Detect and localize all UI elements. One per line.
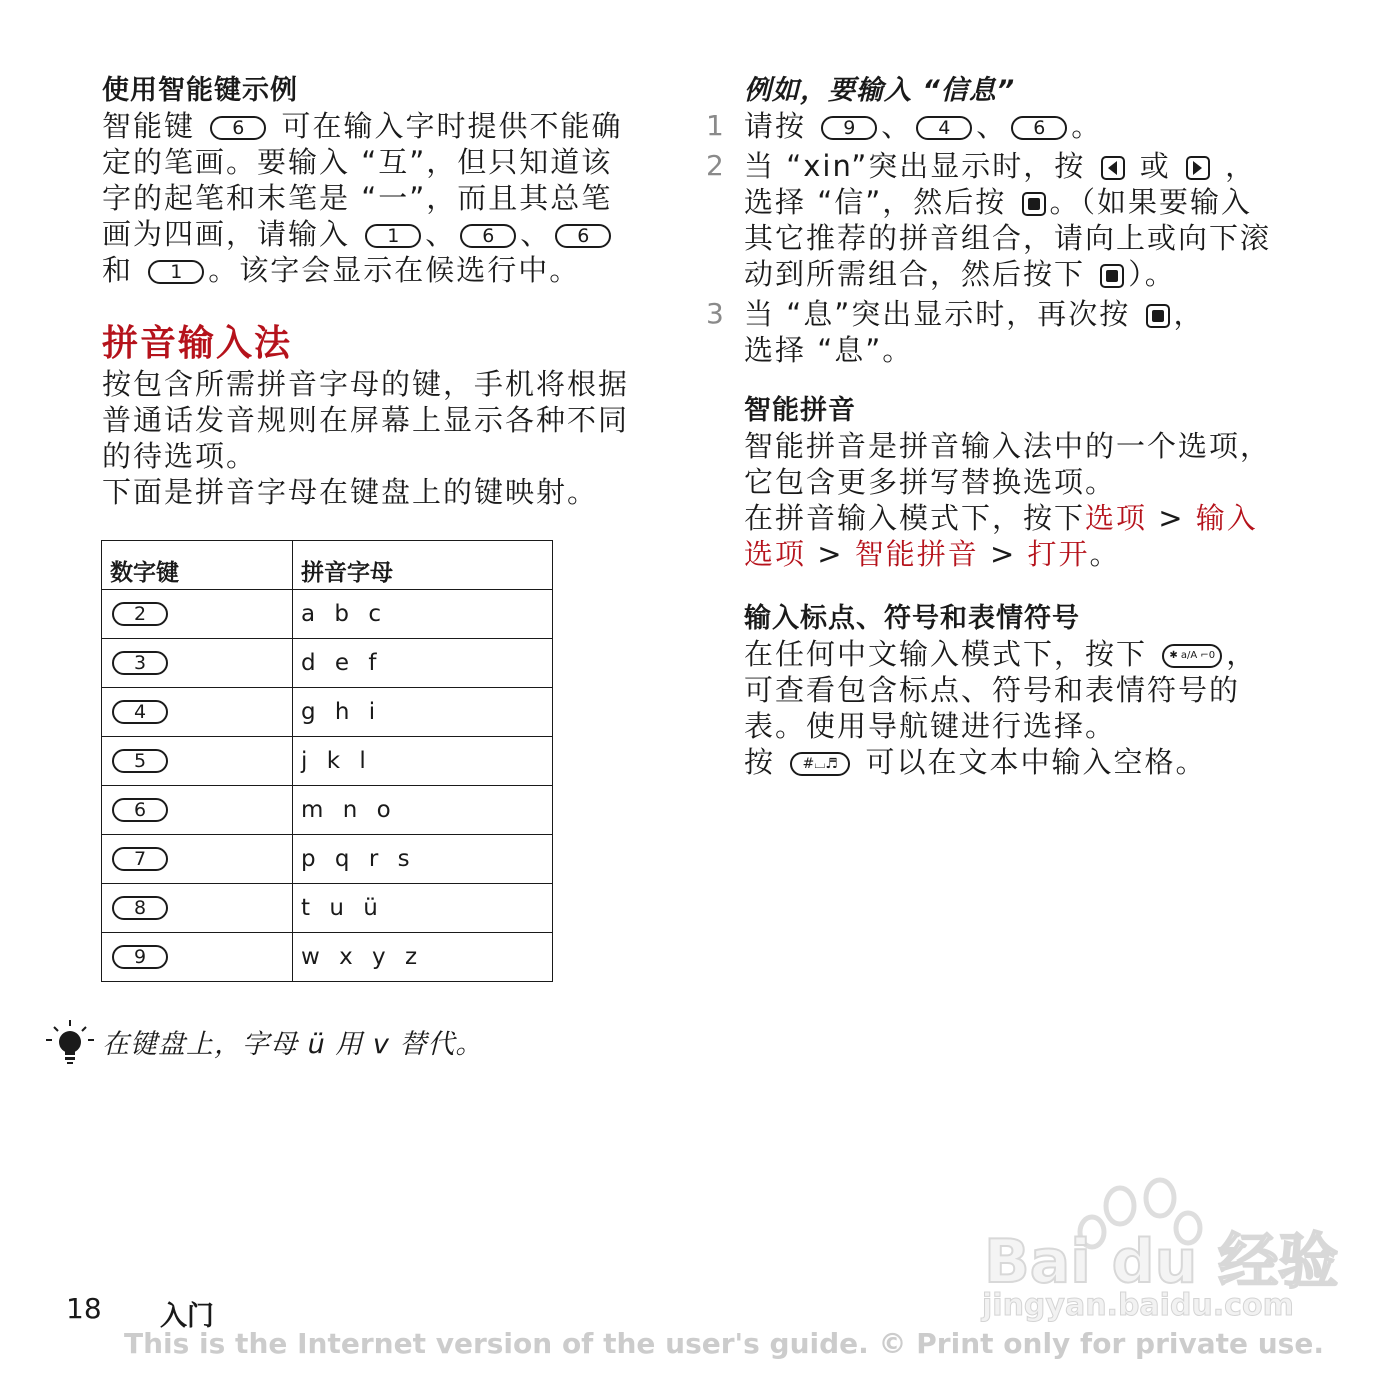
- key-8-icon: 8: [112, 896, 168, 920]
- text: ）。: [1128, 257, 1176, 291]
- text: 智能键: [102, 109, 196, 143]
- star-key-icon: ✱ a/A ⌐0: [1162, 644, 1222, 668]
- text: 。该字会显示在候选行中。: [208, 253, 581, 287]
- example-heading: 例如，要输入 “信息”: [744, 75, 1016, 106]
- para-line: [744, 184, 1326, 220]
- nav-center-key-icon: [1146, 304, 1170, 328]
- text: 或: [1139, 149, 1171, 183]
- key-1-icon: 1: [148, 260, 204, 284]
- table-row: [102, 639, 553, 688]
- disclaimer: This is the Internet version of the user's guide. © Print only for private use.: [124, 1327, 1324, 1360]
- pinyin-letters-cell: j k l: [293, 737, 553, 786]
- right-sections: [706, 394, 1326, 780]
- smart-pinyin-heading: 智能拼音: [744, 395, 856, 426]
- para-line: [102, 216, 662, 252]
- watermark-url: jingyan.baidu.com: [982, 1288, 1294, 1323]
- para-line: 按包含所需拼音字母的键，手机将根据: [102, 367, 630, 401]
- number-key-cell: [102, 835, 293, 884]
- key-3-icon: 3: [112, 651, 168, 675]
- text: >: [806, 537, 855, 571]
- text: 。: [1071, 109, 1103, 143]
- column-header-number-key: 数字键: [102, 541, 293, 590]
- menu-path-smart-pinyin: 智能拼音: [854, 537, 979, 571]
- hash-key-icon: #⌴♬: [790, 752, 850, 776]
- key-9-icon: 9: [112, 945, 168, 969]
- number-key-cell: [102, 688, 293, 737]
- pinyin-heading: 拼音输入法: [102, 323, 293, 364]
- number-key-cell: [102, 933, 293, 982]
- para-line: 下面是拼音字母在键盘上的键映射。: [102, 475, 599, 509]
- text: 画为四画，请输入: [102, 217, 351, 251]
- key-6-icon: 6: [460, 224, 516, 248]
- para-line: 智能拼音是拼音输入法中的一个选项，: [744, 429, 1272, 463]
- para-line: 其它推荐的拼音组合，请向上或向下滚: [744, 221, 1272, 255]
- pinyin-letters-cell: w x y z: [293, 933, 553, 982]
- pinyin-letters-cell: g h i: [293, 688, 553, 737]
- key-4-icon: 4: [112, 700, 168, 724]
- section-name: 入门: [160, 1301, 214, 1332]
- table-row: [102, 786, 553, 835]
- pinyin-letters-cell: m n o: [293, 786, 553, 835]
- table-row: [102, 737, 553, 786]
- step-2: [706, 148, 1326, 292]
- key-6-icon: 6: [210, 116, 266, 140]
- left-column: [102, 74, 662, 510]
- key-1-icon: 1: [365, 224, 421, 248]
- watermark-brand: Bai du 经验: [984, 1227, 1339, 1297]
- pinyin-letters-cell: p q r s: [293, 835, 553, 884]
- table-row: [102, 835, 553, 884]
- number-key-cell: [102, 737, 293, 786]
- text: 按: [744, 745, 776, 779]
- step-3: [706, 296, 1326, 368]
- smart-key-heading: 使用智能键示例: [102, 75, 298, 106]
- para-line: [744, 256, 1326, 292]
- menu-path-on: 打开: [1027, 537, 1090, 571]
- table-row: [102, 884, 553, 933]
- para-line: [744, 500, 1326, 536]
- nav-right-key-icon: [1186, 156, 1210, 180]
- symbols-heading: 输入标点、符号和表情符号: [744, 603, 1080, 634]
- key-6-icon: 6: [1011, 116, 1067, 140]
- text: 请按: [744, 109, 807, 143]
- menu-path-options: 选项: [1085, 501, 1148, 535]
- para-line: [102, 108, 662, 144]
- key-9-icon: 9: [821, 116, 877, 140]
- text: 动到所需组合，然后按下: [744, 257, 1086, 291]
- text: >: [978, 537, 1028, 571]
- column-header-pinyin-letters: 拼音字母: [293, 541, 553, 590]
- text: 。: [1089, 537, 1121, 571]
- pinyin-letters-cell: a b c: [293, 590, 553, 639]
- para-line: 普通话发音规则在屏幕上显示各种不同: [102, 403, 630, 437]
- menu-path-input-options: 输入: [1195, 501, 1258, 535]
- para-line: [744, 296, 1326, 332]
- text: >: [1147, 501, 1196, 535]
- text: ，: [1173, 297, 1205, 331]
- table-row: [102, 933, 553, 982]
- para-line: 的待选项。: [102, 439, 258, 473]
- para-line: [744, 536, 1326, 572]
- page-number: 18: [66, 1292, 102, 1325]
- nav-left-key-icon: [1101, 156, 1125, 180]
- menu-path-input-options: 选项: [744, 537, 807, 571]
- text: 在任何中文输入模式下，按下: [744, 637, 1148, 671]
- key-7-icon: 7: [112, 847, 168, 871]
- para-line: 定的笔画。要输入 “互”，但只知道该: [102, 145, 613, 179]
- step-number: 3: [706, 297, 726, 330]
- text: 在拼音输入模式下，按下: [744, 501, 1086, 535]
- para-line: [744, 636, 1326, 672]
- text: 、: [881, 109, 913, 143]
- key-map-table: [101, 540, 553, 982]
- number-key-cell: [102, 639, 293, 688]
- step-number: 2: [706, 149, 726, 182]
- lightbulb-icon: [44, 1018, 98, 1066]
- key-4-icon: 4: [916, 116, 972, 140]
- text: 、: [520, 217, 552, 251]
- key-2-icon: 2: [112, 602, 168, 626]
- number-key-cell: [102, 884, 293, 933]
- table-row: [102, 590, 553, 639]
- nav-center-key-icon: [1100, 264, 1124, 288]
- text: 当 “息”突出显示时，再次按: [744, 297, 1131, 331]
- key-6-icon: 6: [555, 224, 611, 248]
- text: 。（如果要输入: [1049, 185, 1253, 219]
- text: ，: [1226, 637, 1258, 671]
- table-row: [102, 688, 553, 737]
- table-header-row: [102, 541, 553, 590]
- symbols-paragraph: [744, 636, 1326, 780]
- para-line: 表。使用导航键进行选择。: [744, 709, 1117, 743]
- right-column: [706, 74, 1326, 780]
- para-line: 选择 “息”。: [744, 333, 914, 367]
- smart-pinyin-paragraph: [744, 428, 1326, 572]
- text: 、: [976, 109, 1008, 143]
- smart-key-paragraph: [102, 108, 662, 288]
- tip-text: 在键盘上，字母 ü 用 v 替代。: [102, 1029, 484, 1060]
- step-1: [706, 108, 1326, 144]
- pinyin-paragraph: [102, 366, 662, 510]
- text: 和: [102, 253, 134, 287]
- number-key-cell: [102, 590, 293, 639]
- para-line: 可查看包含标点、符号和表情符号的: [744, 673, 1241, 707]
- text: ，: [1225, 149, 1257, 183]
- step-number: 1: [706, 109, 726, 142]
- steps-list: [706, 108, 1326, 368]
- para-line: [744, 148, 1326, 184]
- baidu-watermark: [970, 1170, 1339, 1330]
- key-5-icon: 5: [112, 749, 168, 773]
- para-line: [102, 252, 662, 288]
- para-line: 它包含更多拼写替换选项。: [744, 465, 1117, 499]
- number-key-cell: [102, 786, 293, 835]
- para-line: 字的起笔和末笔是 “一”，而且其总笔: [102, 181, 613, 215]
- text: 可在输入字时提供不能确: [281, 109, 623, 143]
- text: 当 “xin”突出显示时，按: [744, 149, 1086, 183]
- pinyin-letters-cell: d e f: [293, 639, 553, 688]
- text: 可以在文本中输入空格。: [865, 745, 1207, 779]
- tip: [44, 1018, 644, 1066]
- nav-center-key-icon: [1022, 192, 1046, 216]
- pinyin-letters-cell: t u ü: [293, 884, 553, 933]
- key-6-icon: 6: [112, 798, 168, 822]
- text: 、: [425, 217, 457, 251]
- text: 选择 “信”，然后按: [744, 185, 1007, 219]
- para-line: [744, 744, 1326, 780]
